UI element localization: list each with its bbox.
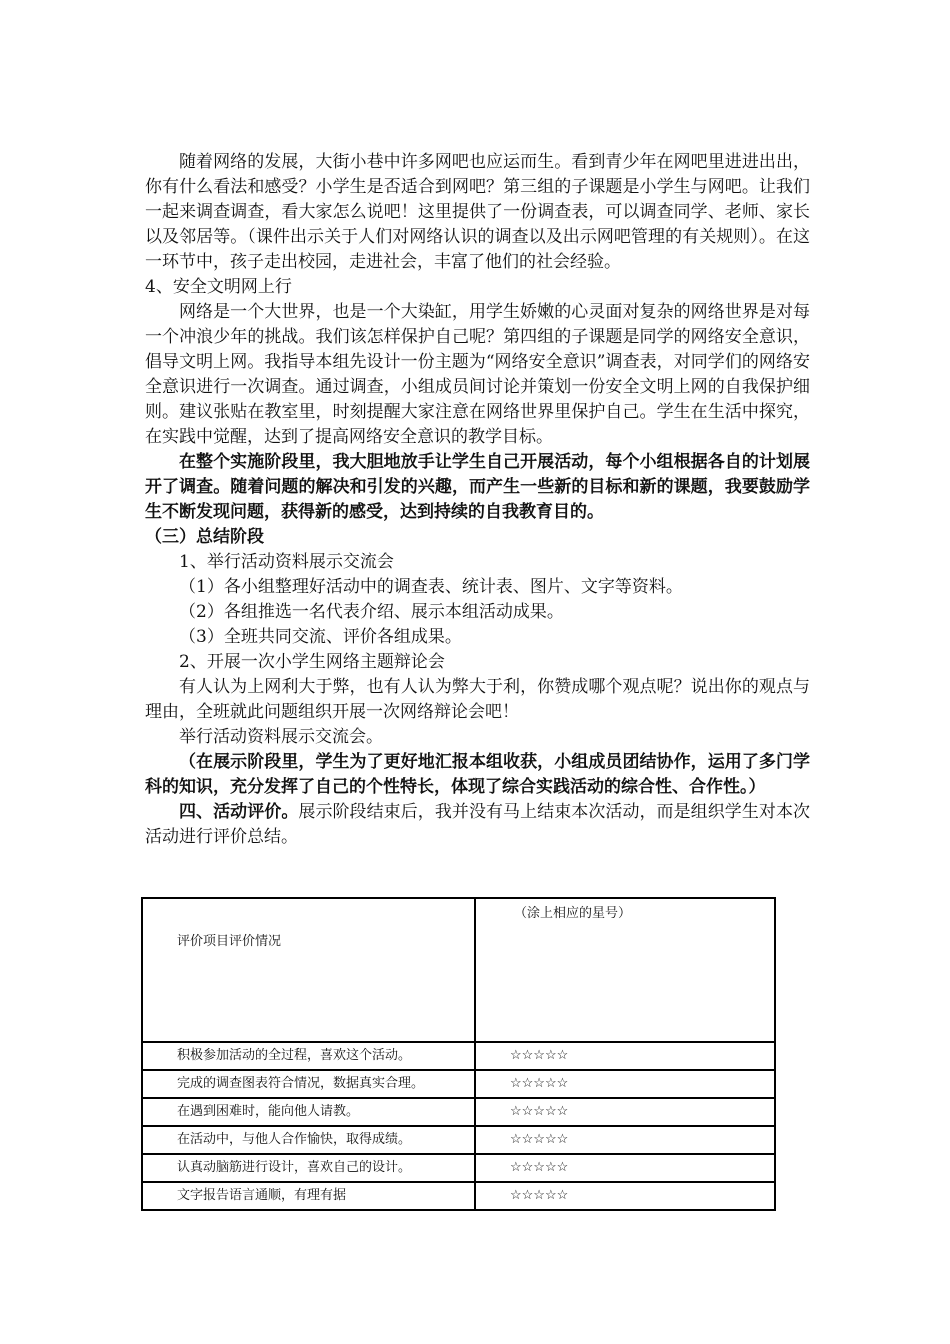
table-cell-item: 在遇到困难时，能向他人请教。: [142, 1098, 475, 1126]
table-row: [142, 1154, 775, 1182]
item-debate: 2、开展一次小学生网络主题辩论会: [179, 652, 445, 672]
evaluation-heading: 四、活动评价。: [179, 802, 299, 822]
item-exhibition-1: （1）各小组整理好活动中的调查表、统计表、图片、文字等资料。: [179, 577, 683, 597]
table-header-row: [142, 898, 775, 1042]
document-body: [145, 150, 810, 850]
heading-summary-stage: （三）总结阶段: [145, 527, 264, 547]
table-cell-item: 文字报告语言通顺，有理有据: [142, 1182, 475, 1210]
paragraph-exhibition-comment: （在展示阶段里，学生为了更好地汇报本组收获，小组成员团结协作，运用了多门学科的知识，充分发挥了自己的个性特长，体现了综合实践活动的综合性、合作性。）: [145, 752, 810, 797]
paragraph-internet-cafe: 随着网络的发展，大街小巷中许多网吧也应运而生。看到青少年在网吧里进进出出，你有什么看法和感受？小学生是否适合到网吧？第三组的子课题是小学生与网吧。让我们一起来调查调查，看大家怎么说吧！这里提供了一份调查表，可以调查同学、老师、家长以及邻居等。（课件出示关于人们对网络认识的调查以及出示网吧管理的有关规则）。在这一环节中，孩子走出校园，走进社会，丰富了他们的社会经验。: [145, 152, 810, 272]
paragraph-implementation-summary: 在整个实施阶段里，我大胆地放手让学生自己开展活动，每个小组根据各自的计划展开了调查。随着问题的解决和引发的兴趣，而产生一些新的目标和新的课题，我要鼓励学生不断发现问题，获得新的感受，达到持续的自我教育目的。: [145, 452, 810, 522]
item-exhibition-3: （3）全班共同交流、评价各组成果。: [179, 627, 462, 647]
table-cell-stars[interactable]: ☆☆☆☆☆: [475, 1154, 775, 1182]
heading-safe-internet: 4、安全文明网上行: [145, 277, 292, 297]
paragraph-evaluation: [145, 800, 810, 850]
table-cell-stars[interactable]: ☆☆☆☆☆: [475, 1070, 775, 1098]
table-cell-item: 完成的调查图表符合情况，数据真实合理。: [142, 1070, 475, 1098]
item-exhibition-2: （2）各组推选一名代表介绍、展示本组活动成果。: [179, 602, 564, 622]
table-header-left: 评价项目评价情况: [142, 898, 475, 1042]
table-cell-stars[interactable]: ☆☆☆☆☆: [475, 1182, 775, 1210]
evaluation-table: [141, 897, 776, 1211]
paragraph-exhibition-note: 举行活动资料展示交流会。: [179, 727, 383, 747]
table-cell-item: 在活动中，与他人合作愉快，取得成绩。: [142, 1126, 475, 1154]
table-row: [142, 1042, 775, 1070]
table-cell-stars[interactable]: ☆☆☆☆☆: [475, 1126, 775, 1154]
table-cell-stars[interactable]: ☆☆☆☆☆: [475, 1098, 775, 1126]
table-cell-item: 认真动脑筋进行设计，喜欢自己的设计。: [142, 1154, 475, 1182]
item-exhibition: 1、举行活动资料展示交流会: [179, 552, 394, 572]
table-row: [142, 1070, 775, 1098]
table-header-right: （涂上相应的星号）: [475, 898, 775, 1042]
table-cell-stars[interactable]: ☆☆☆☆☆: [475, 1042, 775, 1070]
table-row: [142, 1182, 775, 1210]
evaluation-text: 展示阶段结束后，我并没有马上结束本次活动，而是组织学生对本次活动进行评价总结。: [145, 802, 811, 847]
paragraph-debate: 有人认为上网利大于弊，也有人认为弊大于利，你赞成哪个观点呢？说出你的观点与理由，全班就此问题组织开展一次网络辩论会吧！: [145, 677, 810, 722]
table-cell-item: 积极参加活动的全过程，喜欢这个活动。: [142, 1042, 475, 1070]
table-row: [142, 1126, 775, 1154]
paragraph-safety-awareness: 网络是一个大世界，也是一个大染缸，用学生娇嫩的心灵面对复杂的网络世界是对每一个冲浪少年的挑战。我们该怎样保护自己呢？第四组的子课题是同学的网络安全意识，倡导文明上网。我指导本组先设计一份主题为“网络安全意识”调查表，对同学们的网络安全意识进行一次调查。通过调查，小组成员间讨论并策划一份安全文明上网的自我保护细则。建议张贴在教室里，时刻提醒大家注意在网络世界里保护自己。学生在生活中探究，在实践中觉醒，达到了提高网络安全意识的教学目标。: [145, 302, 810, 447]
table-row: [142, 1098, 775, 1126]
